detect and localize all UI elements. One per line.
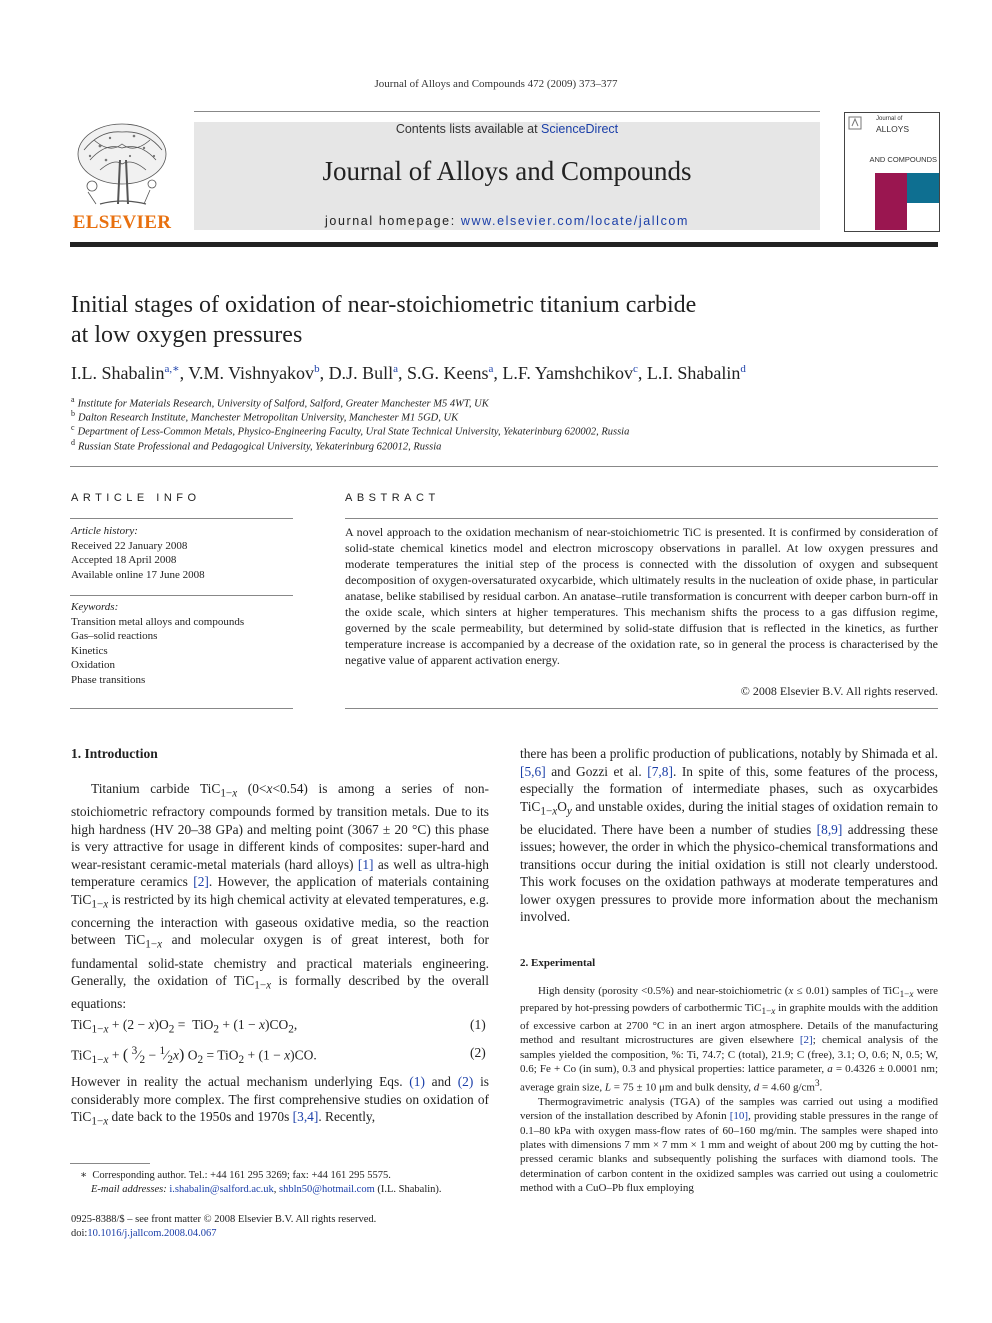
- affiliation: [71, 423, 629, 438]
- history-rule: [70, 595, 293, 596]
- abstract-copyright: © 2008 Elsevier B.V. All rights reserved.: [740, 684, 938, 698]
- keyword: Kinetics: [71, 644, 108, 657]
- equation-2: TiC$_{1-x}$ + ( $^3⁄_2$ − $^1⁄_2x$) $O_2 = TiO_2 + (1 - x)CO$.: [71, 1045, 317, 1067]
- affiliation-key: c: [71, 423, 75, 432]
- elsevier-tree-logo: [70, 120, 174, 212]
- history-label: Article history:: [71, 525, 138, 537]
- contents-line: [194, 122, 820, 136]
- email-label: E-mail addresses:: [91, 1184, 167, 1195]
- history-item: Available online 17 June 2008: [71, 568, 205, 581]
- email-suffix: (I.L. Shabalin).: [377, 1184, 442, 1195]
- journal-homepage: [194, 214, 820, 228]
- cover-text-3: AND COMPOUNDS: [869, 155, 937, 164]
- contents-prefix: Contents lists available at: [395, 122, 542, 136]
- affiliation-key: b: [71, 409, 75, 418]
- author-list: I.L. Shabalin$^{a,∗}$, V.M. Vishnyakov$^b$, D.J. Bull$^a$, S.G. Keens$^a$, L.F. Yamshchikov$^c$, L.I. Shabalin$^d$: [71, 363, 746, 383]
- introduction-paragraph-3: there has been a prolific production of publications, notably by Shimada et al. [5,6] and Gozzi et al. [7,8]. In spite of this, some features of the process, especially the formation of intermediate phases, such as oxycarbides $TiC_{1-x}O_y$ and unstable oxides, during the initial stages of oxidation remain to be elucidated. There have been a number of studies [8,9] addressing these issues; however, the order in which the physico-chemical transformations and transitions occur during the initial oxidation is still not clearly understood. This work focuses on the oxidation pathways at moderate temperatures and lower oxygen pressures to provide more information about the mechanism involved.: [520, 746, 938, 925]
- journal-title: Journal of Alloys and Compounds: [322, 156, 692, 186]
- affiliation-key: a: [71, 395, 75, 404]
- author-sup[interactable]: d: [740, 363, 746, 375]
- introduction-paragraph-1: Titanium carbide TiC$_{1-x}$ (0<x<0.54) is among a series of non-stoichiometric refractory compounds formed by transition metals. Due to its high hardness (HV 20–38 GPa) and melting point (3067 ± 20 °C) this phase is very attractive for usage in different kinds of composites: super-hard and wear-resistant ceramic-metal materials (hard alloys) [1] as well as ultra-high temperature ceramics [2]. However, the application of materials containing TiC$_{1-x}$ is restricted by its high chemical activity at elevated temperatures, e.g. concerning the interaction with gaseous oxidative media, so the reaction between TiC$_{1-x}$ and molecular oxygen is of great interest, both for fundamental solid-state chemistry and practical materials engineering. Generally, the oxidation of TiC$_{1-x}$ is formally described by the overall equations:: [71, 781, 490, 1012]
- email-link-1[interactable]: i.shabalin@salford.ac.uk: [169, 1184, 274, 1195]
- experimental-paragraph-1: High density (porosity <0.5%) and near-stoichiometric (x ≤ 0.01) samples of TiC$_{1-x}$ were prepared by hot-pressing powders of carbothermic TiC$_{1-x}$ in graphite moulds with the addition of excessive carbon at 2700 °C in an inert argon atmosphere. Details of the manufacturing method and resultant microstructures are given elsewhere [2]; chemical analysis of the samples yielded the composition, %: Ti, 74.7; C (total), 21.9; C (free), 3.1; O, 0.6; N, 0.5; W, 0.6; Fe + Co (in sum), 0.3 and physical properties: lattice parameter, a = 0.4326 ± 0.0001 nm; average grain size, L = 75 ± 10 μm and bulk density, d = 4.60 $g/cm^3$. Thermogravimetric analysis (TGA) of the samples was carried out using a modified version of the installation described by Afonin [10], providing stable pressures in the range of 0.1–80 kPa with oxygen mass-flow rates of 60–160 mg/min. The samples were shaped into plates with dimensions 7 mm × 7 mm × 1 mm and weight of about 200 mg by cutting the hot-pressed ceramic blanks and subsequently polishing the surfaces with diamond tools. The determination of carbon content in the oxidized samples was carried out using a coulometric method with a CuO–Pb flux employing: [520, 985, 939, 1194]
- homepage-link[interactable]: www.elsevier.com/locate/jallcom: [460, 214, 689, 228]
- author-sup[interactable]: c: [632, 363, 638, 375]
- equation-1-number: (1): [470, 1017, 486, 1032]
- sciencedirect-link[interactable]: ScienceDirect: [541, 122, 619, 136]
- author-name[interactable]: L.I. Shabalin: [646, 363, 741, 383]
- title-line-2: at low oxygen pressures: [71, 322, 303, 348]
- history-item: Accepted 18 April 2008: [71, 554, 177, 566]
- keyword: Transition metal alloys and compounds: [71, 615, 245, 628]
- author-name[interactable]: S.G. Keens: [406, 363, 489, 383]
- cover-teal-block: [907, 173, 939, 203]
- author-name[interactable]: V.M. Vishnyakov: [188, 363, 315, 383]
- keyword: Oxidation: [71, 659, 115, 671]
- homepage-prefix: journal homepage:: [325, 214, 461, 228]
- article-info-heading: ARTICLE INFO: [71, 492, 201, 504]
- keywords-rule: [70, 708, 293, 709]
- doi-prefix: doi:: [71, 1228, 88, 1239]
- article-history: [71, 524, 205, 582]
- affiliation-text: Dalton Research Institute, Manchester Metropolitan University, Manchester M1 5GD, UK: [78, 412, 459, 424]
- abstract-heading: ABSTRACT: [345, 492, 440, 504]
- affiliation-key: d: [71, 438, 75, 447]
- affiliation: [71, 438, 441, 453]
- author-sup[interactable]: b: [314, 363, 320, 375]
- equation-2-number: (2): [470, 1045, 486, 1060]
- author-name[interactable]: I.L. Shabalin: [71, 363, 165, 383]
- author-sup[interactable]: a: [393, 363, 398, 375]
- affiliation-text: Russian State Professional and Pedagogical University, Yekaterinburg 620012, Russia: [78, 441, 442, 453]
- journal-cover: [844, 112, 940, 232]
- footnote-rule: [70, 1163, 150, 1164]
- cover-text-1: Journal of: [876, 116, 903, 122]
- history-item: Received 22 January 2008: [71, 539, 188, 552]
- affiliation-rule: [70, 466, 938, 467]
- keywords: [71, 600, 244, 687]
- cover-publisher-mark: [848, 116, 878, 130]
- doi-link[interactable]: 10.1016/j.jallcom.2008.04.067: [87, 1228, 217, 1239]
- affiliation: [71, 395, 489, 410]
- keywords-label: Keywords:: [71, 601, 119, 613]
- email-link-2[interactable]: shbln50@hotmail.com: [279, 1184, 375, 1195]
- affiliation-text: Department of Less-Common Metals, Physico-Engineering Faculty, Ural State Technical University, Yekaterinburg 620002, Russia: [77, 426, 630, 438]
- masthead-rule: [70, 242, 938, 247]
- running-head: Journal of Alloys and Compounds 472 (2009) 373–377: [374, 78, 618, 90]
- abstract-rule: [345, 518, 938, 519]
- keyword: Gas–solid reactions: [71, 630, 158, 642]
- author-sup[interactable]: a: [488, 363, 494, 375]
- author-name[interactable]: D.J. Bull: [328, 363, 394, 383]
- equation-1: $TiC_{1-x} + (2 - x)O_2 = TiO_2 + (1 - x)CO_2$,: [71, 1017, 298, 1036]
- issn-line: 0925-8388/$ – see front matter © 2008 Elsevier B.V. All rights reserved.: [71, 1214, 377, 1225]
- footnote-corresponding: ∗ Corresponding author. Tel.: +44 161 295 3269; fax: +44 161 295 5575. E-mail addresses: i.shabalin@salford.ac.uk, shbln50@hotmail.com (I.L. Shabalin).: [80, 1170, 442, 1195]
- introduction-paragraph-2: However in reality the actual mechanism underlying Eqs. (1) and (2) is considerably more complex. The first comprehensive studies on oxidation of TiC$_{1-x}$ date back to the 1950s and 1970s [3,4]. Recently,: [71, 1074, 490, 1128]
- abstract-text: A novel approach to the oxidation mechanism of near-stoichiometric TiC is presented. It is confirmed by consideration of solid-state chemical kinetics model and electron microscopy observations in parallel. At low oxygen pressures and moderate temperatures the initial step of the process is connected with the dissolution of oxygen and subsequent decomposition of oxygen-oversaturated oxycarbide, which ultimately results in the nucleation of oxide phase, in particular anatase, belike stabilised by residual carbon. An anatase–rutile transformation is concurrent with deeper carbon burn-off in the oxide scale, which sinters at higher temperatures. This mechanism shifts the process to a gas diffusion regime, governed by the scale permeability, but determined by solid-state diffusion that is reflected in the kinetics, as further temperature increase is accompanied by a decrease of the oxidation rate, so in general the process is characterised by the negative value of apparent activation energy.: [345, 525, 938, 667]
- section-heading-introduction: 1. Introduction: [71, 746, 158, 761]
- section-heading-experimental: 2. Experimental: [520, 957, 596, 969]
- cover-magenta-block-2: [875, 203, 907, 230]
- elsevier-wordmark: ELSEVIER: [72, 212, 172, 233]
- cover-text-2: ALLOYS: [876, 124, 910, 134]
- cover-magenta-block: [875, 173, 907, 203]
- author-sup[interactable]: a,∗: [164, 363, 180, 375]
- doi-line: [71, 1227, 217, 1241]
- affiliation: [71, 409, 458, 424]
- author-name[interactable]: L.F. Yamshchikov: [502, 363, 633, 383]
- header-rule: [194, 111, 820, 112]
- affiliation-text: Institute for Materials Research, University of Salford, Salford, Greater Manchester M5 4WT, UK: [77, 398, 489, 410]
- article-title: [71, 290, 831, 350]
- abstract-end-rule: [345, 708, 938, 709]
- corresponding-author-text: Corresponding author. Tel.: +44 161 295 3269; fax: +44 161 295 5575.: [92, 1170, 391, 1181]
- title-line-1: Initial stages of oxidation of near-stoichiometric titanium carbide: [71, 292, 697, 318]
- keyword: Phase transitions: [71, 673, 146, 686]
- article-info-rule: [70, 518, 293, 519]
